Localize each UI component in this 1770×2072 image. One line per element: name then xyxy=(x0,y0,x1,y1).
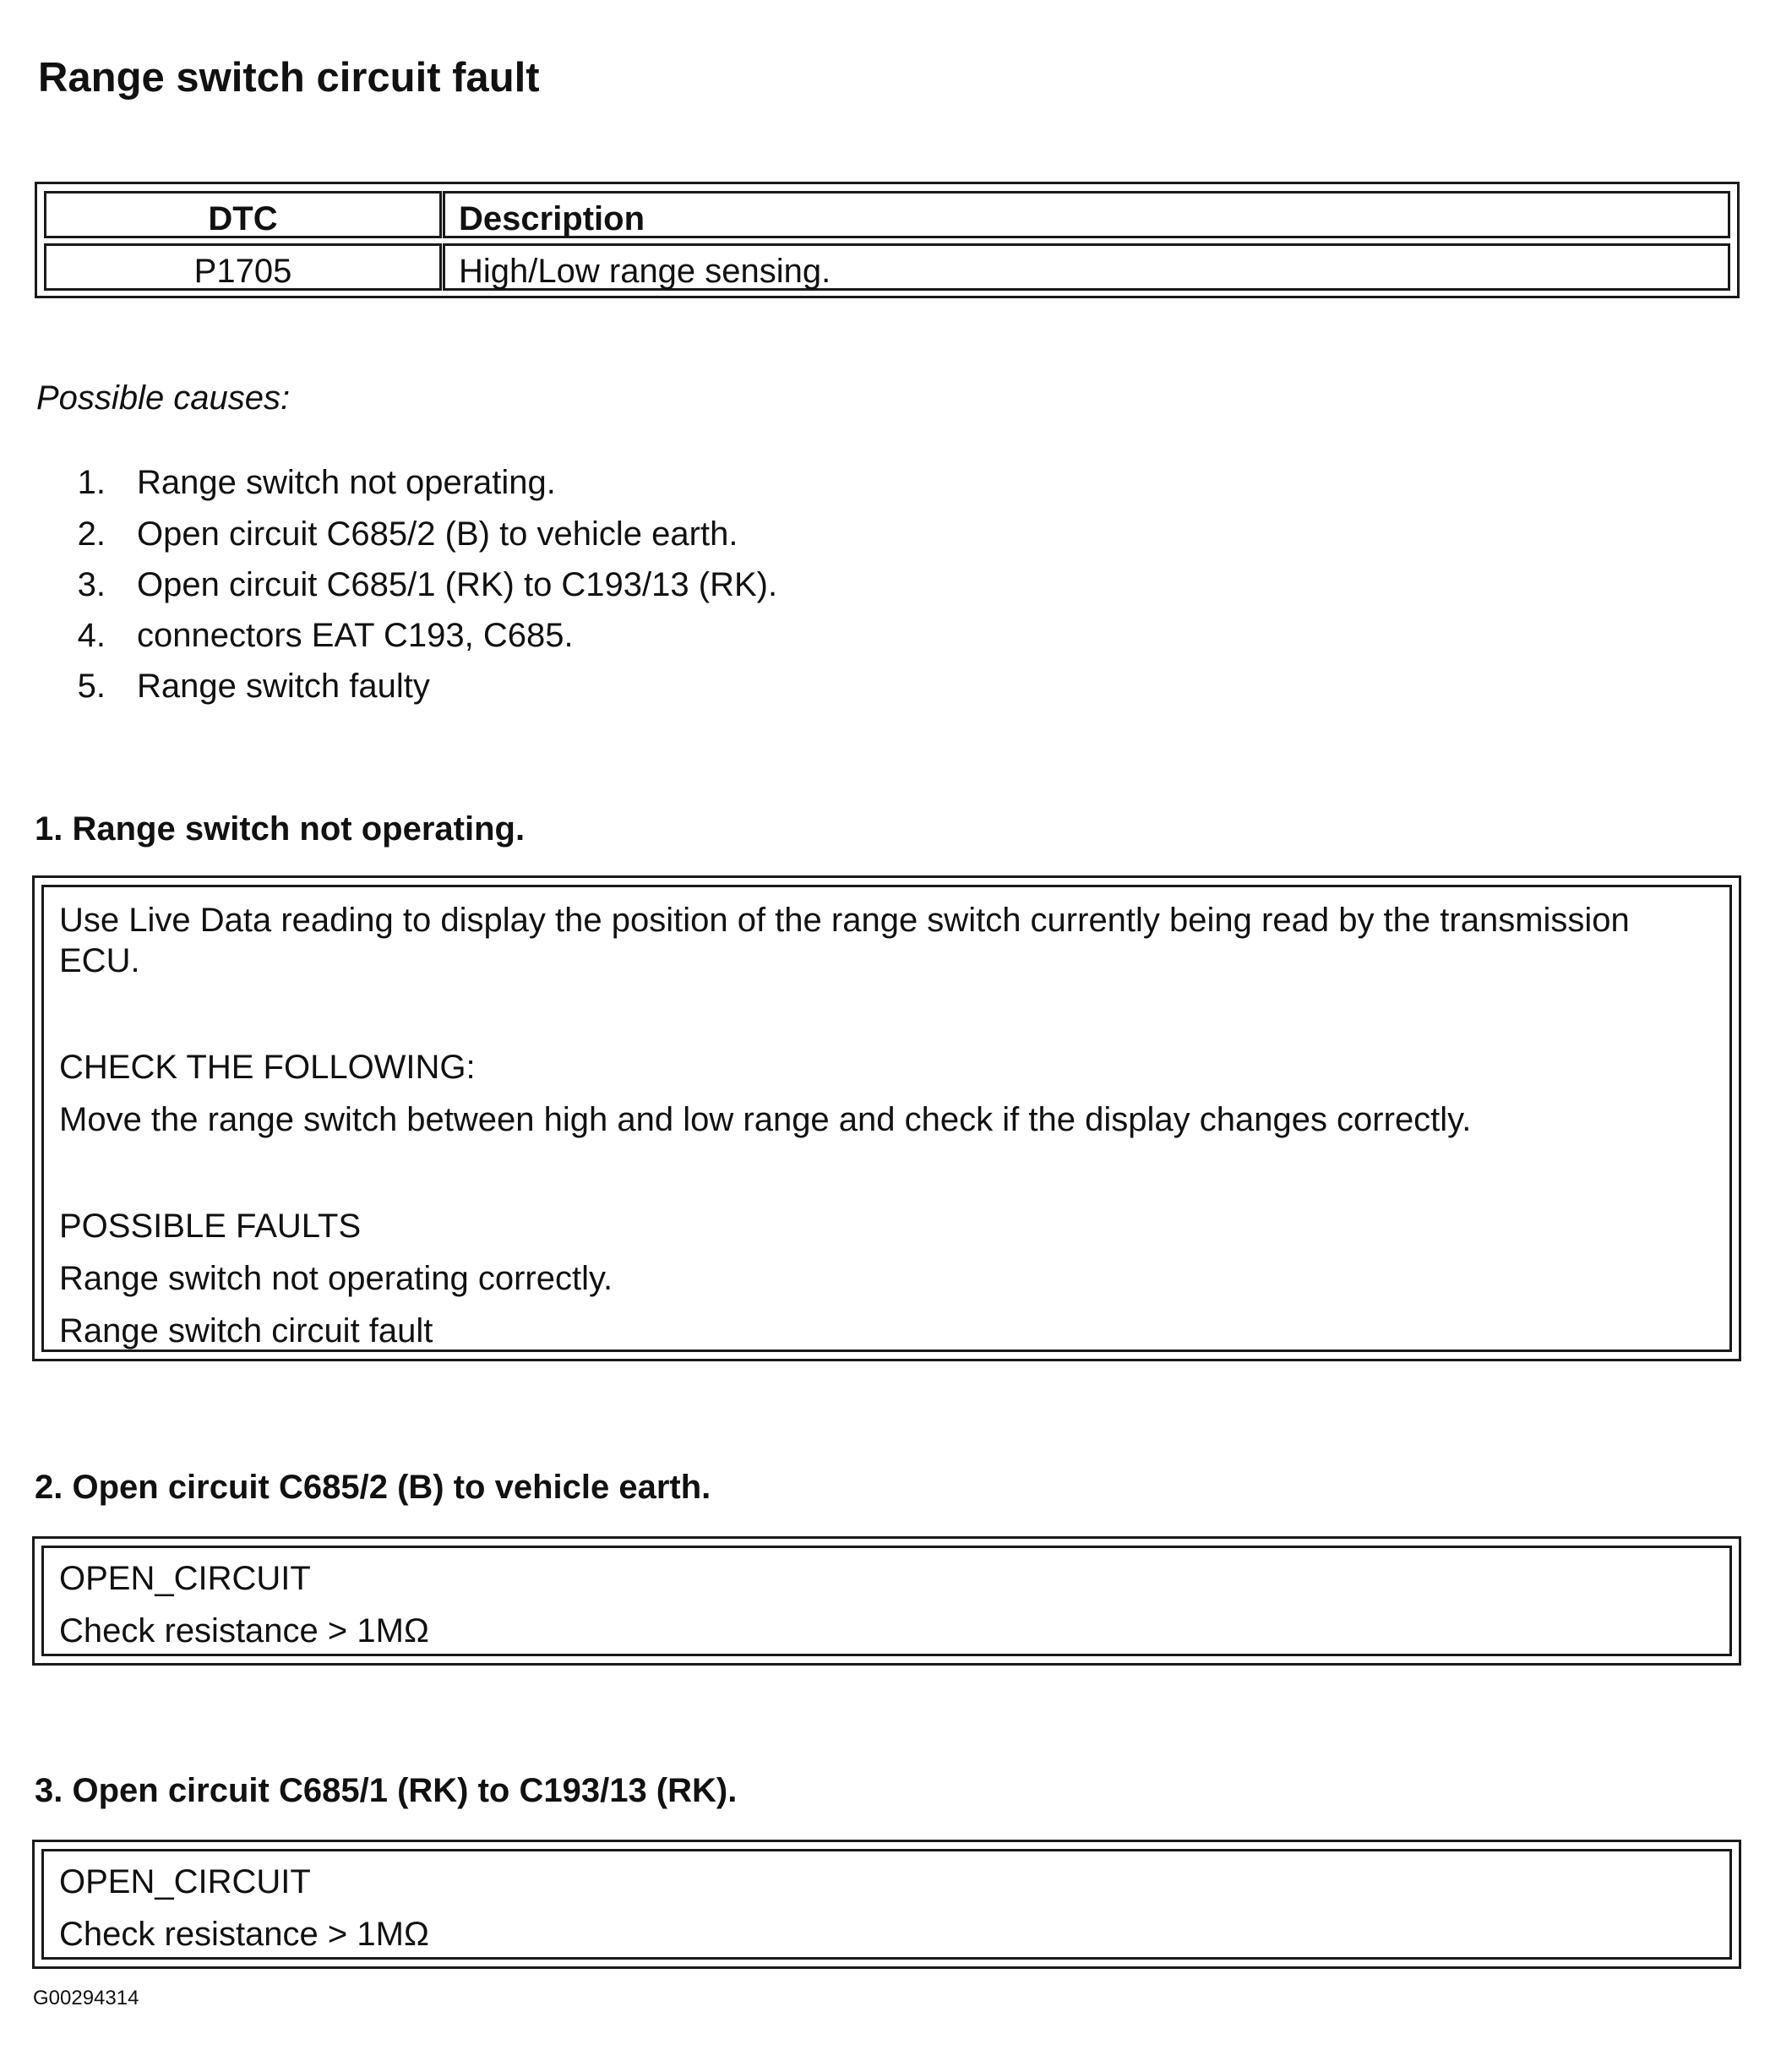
section-heading-3: 3. Open circuit C685/1 (RK) to C193/13 (RK). xyxy=(35,1772,738,1809)
section-box-3 xyxy=(32,1840,1741,1969)
box-text-line: Check resistance > 1MΩ xyxy=(59,1916,429,1953)
box-text-line: Move the range switch between high and low range and check if the display changes correctly. xyxy=(59,1101,1472,1138)
box-text-line: OPEN_CIRCUIT xyxy=(59,1863,311,1900)
list-item-number: 5. xyxy=(77,668,106,705)
list-item: Range switch not operating. xyxy=(137,464,556,501)
section-heading-2: 2. Open circuit C685/2 (B) to vehicle earth. xyxy=(35,1469,711,1506)
section-heading-1: 1. Range switch not operating. xyxy=(35,810,526,848)
list-item: Open circuit C685/1 (RK) to C193/13 (RK). xyxy=(137,566,778,603)
dtc-table xyxy=(35,182,1740,298)
section-box-2 xyxy=(32,1536,1741,1666)
box-text-line: Check resistance > 1MΩ xyxy=(59,1612,429,1649)
possible-causes-label: Possible causes: xyxy=(36,379,291,417)
list-item-number: 1. xyxy=(77,464,106,501)
page-title: Range switch circuit fault xyxy=(38,55,540,101)
list-item: Range switch faulty xyxy=(137,668,430,705)
dtc-code-cell: P1705 xyxy=(44,243,442,291)
box-text-line: OPEN_CIRCUIT xyxy=(59,1560,311,1597)
list-item-number: 2. xyxy=(77,515,106,553)
list-item-number: 4. xyxy=(77,617,106,654)
section-box-1 xyxy=(32,875,1741,1361)
box-text-line: CHECK THE FOLLOWING: xyxy=(59,1049,476,1086)
box-text-line: POSSIBLE FAULTS xyxy=(59,1208,362,1245)
box-text-line: Use Live Data reading to display the position of the range switch currently being read by the transmission xyxy=(59,902,1630,939)
list-item: connectors EAT C193, C685. xyxy=(137,617,574,654)
dtc-description-cell: High/Low range sensing. xyxy=(443,243,1730,291)
dtc-header-cell: DTC xyxy=(44,191,442,238)
box-text-line: Range switch circuit fault xyxy=(59,1312,433,1350)
list-item-number: 3. xyxy=(77,566,106,603)
box-text-line: Range switch not operating correctly. xyxy=(59,1260,613,1297)
figure-code: G00294314 xyxy=(33,1987,139,2009)
list-item: Open circuit C685/2 (B) to vehicle earth. xyxy=(137,515,738,553)
box-text-line: ECU. xyxy=(59,942,140,979)
description-header-cell: Description xyxy=(443,191,1730,238)
